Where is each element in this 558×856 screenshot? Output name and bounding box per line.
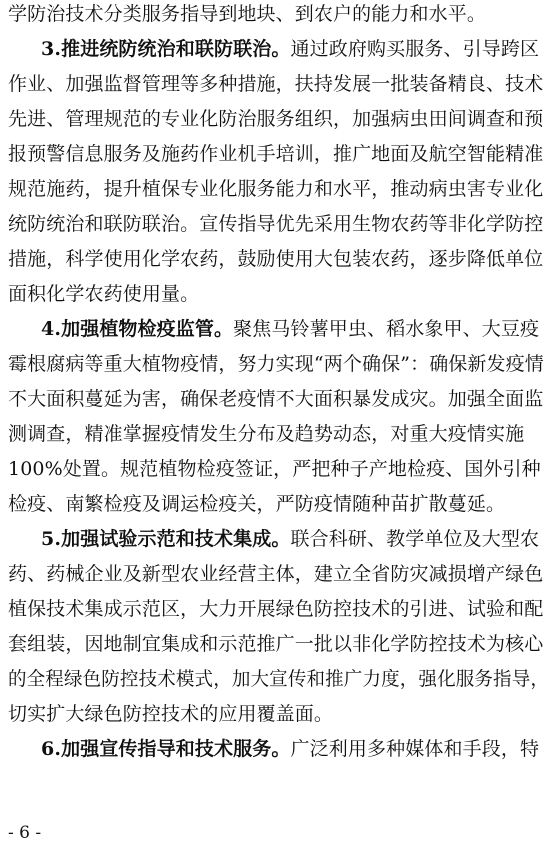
- section-heading-3: 3.推进统防统治和联防联治。: [41, 38, 291, 60]
- body-text: 检疫、南繁检疫及调运检疫关，严防疫情随种苗扩散蔓延。: [8, 493, 506, 515]
- paragraph-line: [8, 107, 549, 131]
- paragraph-line: [8, 597, 549, 621]
- body-text: 通过政府购买服务、引导跨区: [290, 38, 540, 60]
- body-text: 学防治技术分类服务指导到地块、到农户的能力和水平。: [8, 3, 487, 25]
- paragraph-line: [41, 37, 549, 61]
- paragraph-line: [8, 177, 549, 201]
- body-text: 切实扩大绿色防控技术的应用覆盖面。: [8, 703, 334, 725]
- paragraph-line: [8, 422, 549, 446]
- section-heading-4: 4.加强植物检疫监管。: [41, 318, 234, 340]
- body-text: 的全程绿色防控技术模式，加大宣传和推广力度，强化服务指导，: [8, 668, 550, 690]
- paragraph-line: [8, 352, 549, 376]
- body-text: 测调查，精准掌握疫情发生分布及趋势动态，对重大疫情实施: [8, 423, 525, 445]
- paragraph-line: [8, 212, 549, 236]
- paragraph-line: [8, 457, 549, 481]
- body-text: 植保技术集成示范区，大力开展绿色防控技术的引进、试验和配: [8, 598, 544, 620]
- paragraph-line: [41, 317, 549, 341]
- paragraph-line: [8, 632, 549, 656]
- body-text: 统防统治和联防联治。宣传指导优先采用生物农药等非化学防控: [8, 213, 544, 235]
- body-text: 措施，科学使用化学农药，鼓励使用大包装农药，逐步降低单位: [8, 248, 544, 270]
- paragraph-line: [8, 247, 549, 271]
- paragraph-line: [8, 282, 549, 306]
- body-text: 药、药械企业及新型农业经营主体，建立全省防灾减损增产绿色: [8, 563, 544, 585]
- paragraph-line: [8, 387, 549, 411]
- section-heading-6: 6.加强宣传指导和技术服务。: [41, 738, 291, 760]
- paragraph-line: [8, 667, 550, 691]
- paragraph-line: [8, 72, 549, 96]
- body-text: 不大面积蔓延为害，确保老疫情不大面积暴发成灾。加强全面监: [8, 388, 544, 410]
- body-text: 聚焦马铃薯甲虫、稻水象甲、大豆疫: [233, 318, 540, 340]
- body-text: 面积化学农药使用量。: [8, 283, 200, 305]
- paragraph-line: [41, 527, 549, 551]
- body-text: 报预警信息服务及施药作业机手培训，推广地面及航空智能精准: [8, 143, 544, 165]
- paragraph-line: [8, 2, 549, 26]
- paragraph-line: [8, 492, 549, 516]
- body-text: 广泛利用多种媒体和手段，特: [290, 738, 540, 760]
- body-text: 霉根腐病等重大植物疫情，努力实现“两个确保”：确保新发疫情: [8, 353, 544, 375]
- body-text: 套组装，因地制宜集成和示范推广一批以非化学防控技术为核心: [8, 633, 544, 655]
- page-number: - 6 -: [8, 823, 42, 843]
- body-text: 100%处置。规范植物检疫签证，严把种子产地检疫、国外引种: [8, 458, 541, 480]
- paragraph-line: [8, 702, 549, 726]
- paragraph-line: [41, 737, 549, 761]
- body-text: 作业、加强监督管理等多种措施，扶持发展一批装备精良、技术: [8, 73, 544, 95]
- body-text: 规范施药，提升植保专业化服务能力和水平，推动病虫害专业化: [8, 178, 544, 200]
- paragraph-line: [8, 562, 549, 586]
- section-heading-5: 5.加强试验示范和技术集成。: [41, 528, 291, 550]
- body-text: 先进、管理规范的专业化防治服务组织，加强病虫田间调查和预: [8, 108, 544, 130]
- body-text: 联合科研、教学单位及大型农: [290, 528, 540, 550]
- paragraph-line: [8, 142, 549, 166]
